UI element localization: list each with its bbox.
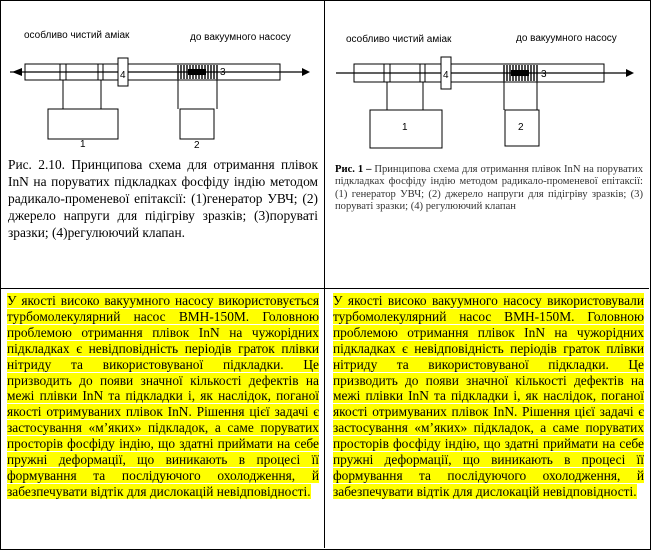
left-schematic-diagram [10,24,310,151]
sample-number: 3 [220,67,226,78]
caption-text: Принципова схема для отримання плівок InN на поруватих підкладках фосфіду індію методом радикало-променевої епітаксії: (1) генератор УВЧ; (2) джерело напруги для підігріву зразків; (3) поруваті зразки; (4) регулюючий клапан [335,164,644,213]
left-figure-caption: Рис. 2.10. Принципова схема для отримання плівок InN на поруватих підкладках фосфіду індію методом радикало-променевої епітаксії: (1)генератор УВЧ; (2) джерело напруги для підігріву зразків; (3)поруваті зразки; (4)регулюючий клапан. [8,157,318,240]
heater-source-block-number: 2 [518,122,524,133]
caption-prefix: Рис. 1 – [335,164,372,175]
ammonia-label: особливо чистий аміак [346,34,452,45]
sample-number: 3 [541,69,547,80]
vacuum-pump-label: до вакуумного насосу [516,33,617,44]
column-divider [324,0,325,548]
vacuum-pump-label: до вакуумного насосу [190,32,291,43]
row-divider [0,288,649,289]
left-paragraph [7,293,319,500]
right-paragraph [333,293,644,500]
right-figure-caption [335,164,643,214]
generator-block-number: 1 [402,122,408,133]
generator-block-number: 1 [80,139,86,150]
valve-number: 4 [120,70,126,81]
ammonia-label: особливо чистий аміак [24,30,130,41]
right-highlighted-text: У якості високо вакуумного насосу використовували турбомолекулярний насос ВМН-150М. Головною проблемою отримання плівок InN на чужорідних підкладках є невідповідність періодів граток плівки нітриду та використовуваної підкладки. Це призводить до появи значної кількості дефектів на межі плівки InN та підкладки і, як наслідок, поганої якості отримуваних плівок InN. Рішення цієї задачі є застосування «м’яких» підкладок, а саме поруватих просторів фосфіду індію, що здатні приймати на себе пружні деформації, що виникають в процесі її формування та послідуючого охолодження, й забезпечувати відтік для дислокацій невідповідності. [333,293,644,499]
right-schematic-diagram [336,24,636,154]
left-highlighted-text: У якості високо вакуумного насосу використовується турбомолекулярний насос ВМН-150М. Головною проблемою отримання плівок InN на чужорідних підкладках є невідповідність періодів граток плівки нітриду та використовуваної підкладки. Це призводить до появи значної кількості дефектів на межі плівки InN та підкладки і, як наслідок, поганої якості отримуваних плівок InN. Рішення цієї задачі є застосування «м’яких» підкладок, а саме поруватих просторів фосфіду індію, що здатні приймати на себе пружні деформації, що виникають в процесі її формування та послідуючого охолодження, й забезпечувати відтік для дислокацій невідповідності. [7,293,319,499]
heater-source-block-number: 2 [194,140,200,151]
valve-number: 4 [443,70,449,81]
